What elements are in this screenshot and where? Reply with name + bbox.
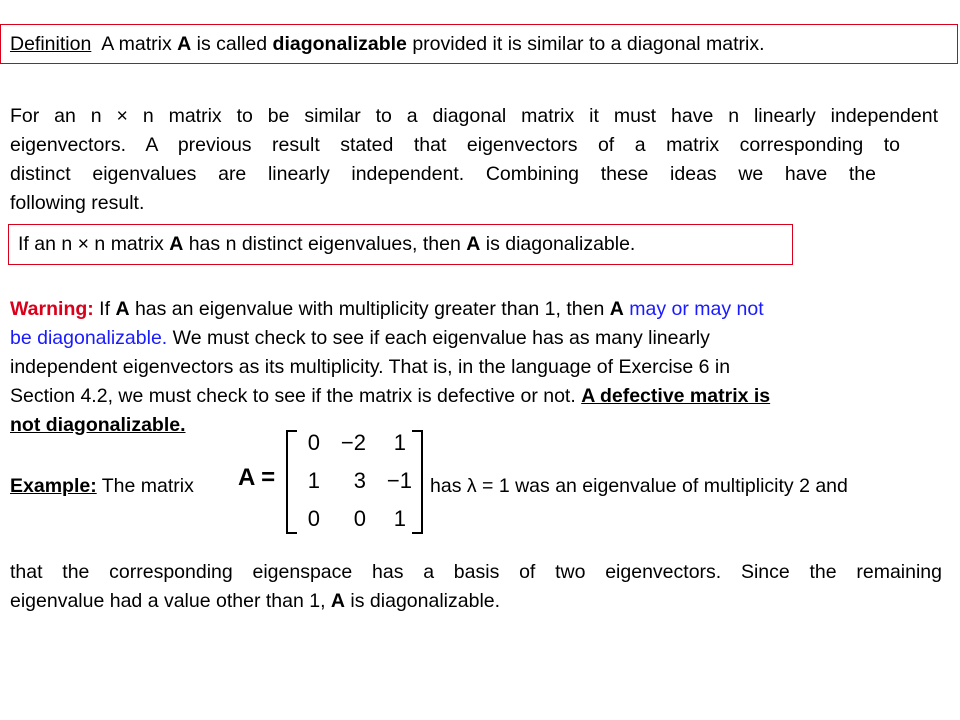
warning-line-3: independent eigenvectors as its multiplicity. That is, in the language of Exercise 6 in <box>10 356 731 378</box>
warning-emphasis: A defective matrix is <box>581 385 771 407</box>
matrix-cell: 0 <box>307 506 320 531</box>
example-line-2: that the corresponding eigenspace has a basis of two eigenvectors. Since the remaining <box>10 561 942 583</box>
matrix-cell: −2 <box>340 430 366 455</box>
matrix-cell: −1 <box>386 468 412 493</box>
example-text: is diagonalizable. <box>345 590 501 612</box>
definition-term: diagonalizable <box>272 33 407 55</box>
warning-line-4 <box>10 384 770 408</box>
matrix-cell: 0 <box>353 506 366 531</box>
matrix-label: A = <box>238 464 276 491</box>
matrix-A <box>238 426 428 534</box>
paragraph1-line-4: following result. <box>10 192 145 214</box>
theorem-matrix-symbol-1: A <box>169 233 184 255</box>
paragraph1-line-1: For an n × n matrix to be similar to a diagonal matrix it must have n linearly independent <box>10 105 938 127</box>
warning-matrix-symbol: A <box>609 298 624 320</box>
definition-text-1: A matrix <box>101 33 178 55</box>
example-text: The matrix <box>96 475 194 497</box>
warning-text: If <box>93 298 116 320</box>
theorem-text-3: is diagonalizable. <box>480 233 636 255</box>
example-line-3 <box>10 589 500 613</box>
example-label: Example: <box>10 475 97 497</box>
warning-text: Section 4.2, we must check to see if the matrix is defective or not. <box>10 385 582 407</box>
warning-emphasis: not diagonalizable. <box>10 414 186 436</box>
warning-text: has an eigenvalue with multiplicity greater than 1, then <box>129 298 610 320</box>
warning-label: Warning: <box>10 298 94 320</box>
warning-blue-text: may or may not <box>623 298 764 320</box>
example-line-1 <box>10 474 194 498</box>
definition-text-3: provided it is similar to a diagonal matrix. <box>406 33 765 55</box>
right-bracket <box>412 430 423 534</box>
warning-text: We must check to see if each eigenvalue has as many linearly <box>167 327 710 349</box>
example-text: eigenvalue had a value other than 1, <box>10 590 331 612</box>
paragraph1-line-2: eigenvectors. A previous result stated that eigenvectors of a matrix corresponding to <box>10 134 900 156</box>
warning-line-5 <box>10 413 186 437</box>
warning-line-2 <box>10 326 710 350</box>
definition-text-2: is called <box>191 33 273 55</box>
example-matrix-symbol: A <box>330 590 346 612</box>
definition-label: Definition <box>10 33 92 55</box>
matrix-cell: 3 <box>353 468 366 493</box>
warning-matrix-symbol: A <box>115 298 130 320</box>
definition-line <box>10 32 765 56</box>
warning-line-1 <box>10 297 764 321</box>
definition-matrix-symbol: A <box>177 33 192 55</box>
paragraph1-line-3: distinct eigenvalues are linearly independent. Combining these ideas we have the <box>10 163 876 185</box>
matrix-cell: 1 <box>393 430 406 455</box>
theorem-line <box>18 232 635 256</box>
matrix-cell: 0 <box>307 430 320 455</box>
theorem-text-2: has n distinct eigenvalues, then <box>183 233 467 255</box>
theorem-matrix-symbol-2: A <box>466 233 481 255</box>
matrix-cell: 1 <box>393 506 406 531</box>
matrix-cell: 1 <box>307 468 320 493</box>
warning-blue-text: be diagonalizable. <box>10 327 168 349</box>
theorem-text-1: If an n × n matrix <box>18 233 170 255</box>
example-line-1-cont: has λ = 1 was an eigenvalue of multiplicity 2 and <box>430 475 848 497</box>
